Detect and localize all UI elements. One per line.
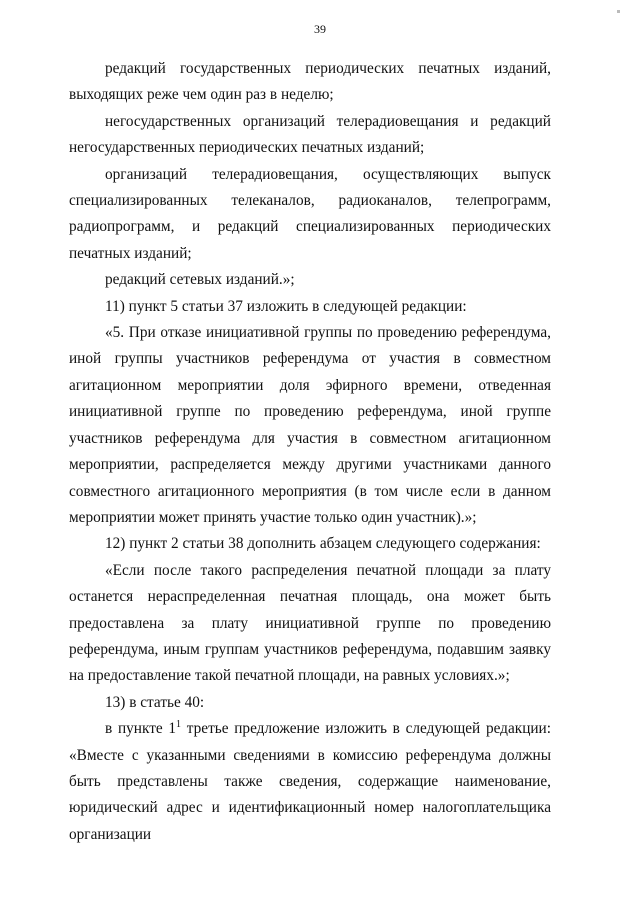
clause-text-rest: третье предложение изложить в следующей редакции: «Вместе с указанными сведениями в комиссию референдума должны быть представлены также сведения, содержащие наименование, юридический адрес и идентификационный номер налогоплательщика организации [69, 720, 551, 843]
clause-text-start: в пункте 1 [105, 720, 177, 738]
document-body [69, 56, 551, 848]
clause-superscript: 1 [176, 719, 182, 731]
paragraph-item-13: 13) в статье 40: [105, 693, 205, 711]
paragraph-article-40-clause [69, 716, 551, 848]
paragraph-network-publications: редакций сетевых изданий.»; [105, 271, 295, 289]
paragraph-article-38-addition: «Если после такого распределения печатной площади за плату останется нераспределенная печатная площадь, она может быть предоставлена за плату инициативной группе по проведению референдума, иным группам участников референдума, подавшим заявку на предоставление такой печатной площади, на равных условиях.»; [69, 561, 551, 685]
paragraph-non-state-organizations: негосударственных организаций телерадиовещания и редакций негосударственных периодических печатных изданий; [69, 112, 551, 157]
paragraph-item-11: 11) пункт 5 статьи 37 изложить в следующей редакции: [105, 297, 467, 315]
paragraph-article-37-clause-5: «5. При отказе инициативной группы по проведению референдума, иной группы участников референдума от участия в совместном агитационном мероприятии доля эфирного времени, отведенная инициативной группе по проведению референдума, иной группе участников референдума для участия в совместном агитационном мероприятии, распределяется между другими участниками данного совместного агитационного мероприятия (в том числе если в данном мероприятии может принять участие только один участник).»; [69, 324, 551, 526]
paragraph-specialized-broadcasters: организаций телерадиовещания, осуществляющих выпуск специализированных телеканалов, радиоканалов, телепрограмм, радиопрограмм, и редакций специализированных периодических печатных изданий; [69, 165, 551, 262]
paragraph-state-periodicals: редакций государственных периодических печатных изданий, выходящих реже чем один раз в неделю; [69, 60, 551, 104]
scan-artifact [617, 10, 620, 13]
page-number: 39 [314, 22, 326, 36]
paragraph-item-12: 12) пункт 2 статьи 38 дополнить абзацем следующего содержания: [105, 535, 541, 553]
